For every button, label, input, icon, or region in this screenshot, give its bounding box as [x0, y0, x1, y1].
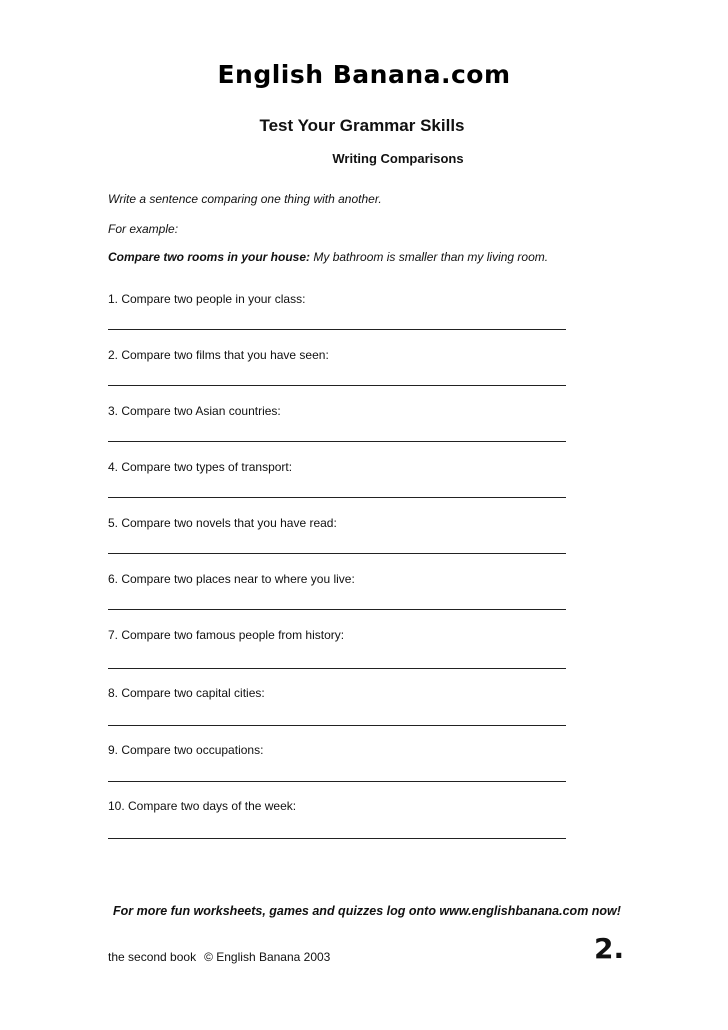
question-4: 4. Compare two types of transport:	[108, 460, 293, 474]
page-title	[0, 116, 728, 136]
question-9: 9. Compare two occupations:	[108, 743, 264, 757]
answer-line-1[interactable]	[108, 329, 566, 330]
question-6: 6. Compare two places near to where you live:	[108, 572, 355, 586]
question-2: 2. Compare two films that you have seen:	[108, 348, 329, 362]
question-8: 8. Compare two capital cities:	[108, 686, 265, 700]
footer-promo: For more fun worksheets, games and quizzes log onto www.englishbanana.com now!	[113, 904, 621, 918]
question-7: 7. Compare two famous people from history:	[108, 628, 345, 642]
question-3: 3. Compare two Asian countries:	[108, 404, 281, 418]
example-answer: My bathroom is smaller than my living room.	[310, 250, 549, 264]
example-prompt: Compare two rooms in your house:	[108, 250, 311, 264]
example-sentence	[108, 250, 548, 264]
answer-line-3[interactable]	[108, 441, 566, 442]
page-subtitle-text: Writing Comparisons	[332, 151, 464, 166]
example-label: For example:	[108, 222, 179, 236]
answer-line-9[interactable]	[108, 781, 566, 782]
book-label: the second book	[108, 950, 197, 964]
instruction-text: Write a sentence comparing one thing with another.	[108, 192, 382, 206]
copyright-text: © English Banana 2003	[204, 950, 331, 964]
question-5: 5. Compare two novels that you have read:	[108, 516, 337, 530]
answer-line-2[interactable]	[108, 385, 566, 386]
footer-credits	[108, 950, 330, 964]
answer-line-4[interactable]	[108, 497, 566, 498]
answer-line-7[interactable]	[108, 668, 566, 669]
answer-line-8[interactable]	[108, 725, 566, 726]
question-1: 1. Compare two people in your class:	[108, 292, 306, 306]
answer-line-5[interactable]	[108, 553, 566, 554]
question-10: 10. Compare two days of the week:	[108, 799, 297, 813]
page-subtitle	[0, 151, 728, 166]
page-number: 2.	[594, 932, 625, 965]
page-title-text: Test Your Grammar Skills	[259, 116, 465, 135]
answer-line-10[interactable]	[108, 838, 566, 839]
answer-line-6[interactable]	[108, 609, 566, 610]
brand-logo: English Banana.com	[217, 60, 511, 89]
